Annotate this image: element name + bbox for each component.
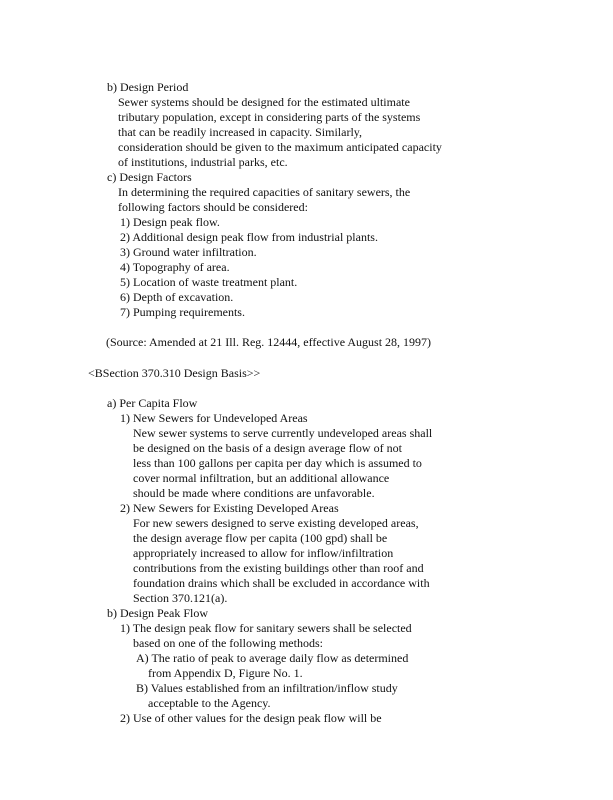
design-factor-item: 5) Location of waste treatment plant. [120,275,298,289]
peak-flow-item-1: 1) The design peak flow for sanitary sewers shall be selected [120,621,412,635]
peak-flow-item-2: 2) Use of other values for the design peak flow will be [120,711,382,725]
design-factor-item: 4) Topography of area. [120,260,230,274]
design-factor-item: 2) Additional design peak flow from industrial plants. [120,230,378,244]
peak-flow-item-1-cont: based on one of the following methods: [133,636,323,650]
developed-areas-line: For new sewers designed to serve existing developed areas, [133,516,419,530]
undeveloped-areas-line: should be made where conditions are unfavorable. [133,486,375,500]
method-b-cont: acceptable to the Agency. [148,696,271,710]
design-factor-item: 3) Ground water infiltration. [120,245,257,259]
design-period-line: that can be readily increased in capacity. Similarly, [118,125,363,139]
design-factors-intro: In determining the required capacities of sanitary sewers, the [118,185,411,199]
undeveloped-areas-line: New sewer systems to serve currently undeveloped areas shall [133,426,433,440]
design-factor-item: 1) Design peak flow. [120,215,220,229]
design-factor-item: 6) Depth of excavation. [120,290,234,304]
design-peak-flow-heading: b) Design Peak Flow [107,606,208,620]
developed-areas-line: appropriately increased to allow for inflow/infiltration [133,546,394,560]
undeveloped-areas-line: less than 100 gallons per capita per day which is assumed to [133,456,422,470]
design-period-line: tributary population, except in considering parts of the systems [118,110,421,124]
developed-areas-line: Section 370.121(a). [133,591,228,605]
design-period-line: of institutions, industrial parks, etc. [118,155,288,169]
undeveloped-areas-heading: 1) New Sewers for Undeveloped Areas [120,411,308,425]
method-a: A) The ratio of peak to average daily flow as determined [136,651,409,665]
source-note: (Source: Amended at 21 Ill. Reg. 12444, effective August 28, 1997) [106,335,432,349]
per-capita-flow-heading: a) Per Capita Flow [107,396,198,410]
developed-areas-line: contributions from the existing buildings other than roof and [133,561,424,575]
method-a-cont: from Appendix D, Figure No. 1. [148,666,303,680]
section-heading: <BSection 370.310 Design Basis>> [88,366,261,380]
design-factors-intro: following factors should be considered: [118,200,308,214]
design-period-line: Sewer systems should be designed for the estimated ultimate [118,95,410,109]
undeveloped-areas-line: cover normal infiltration, but an additional allowance [133,471,390,485]
method-b: B) Values established from an infiltration/inflow study [136,681,398,695]
design-period-line: consideration should be given to the maximum anticipated capacity [118,140,442,154]
developed-areas-line: foundation drains which shall be excluded in accordance with [133,576,430,590]
developed-areas-heading: 2) New Sewers for Existing Developed Areas [120,501,339,515]
design-factors-heading: c) Design Factors [107,170,192,184]
developed-areas-line: the design average flow per capita (100 gpd) shall be [133,531,388,545]
design-period-heading: b) Design Period [107,80,189,94]
design-factor-item: 7) Pumping requirements. [120,305,245,319]
undeveloped-areas-line: be designed on the basis of a design average flow of not [133,441,402,455]
